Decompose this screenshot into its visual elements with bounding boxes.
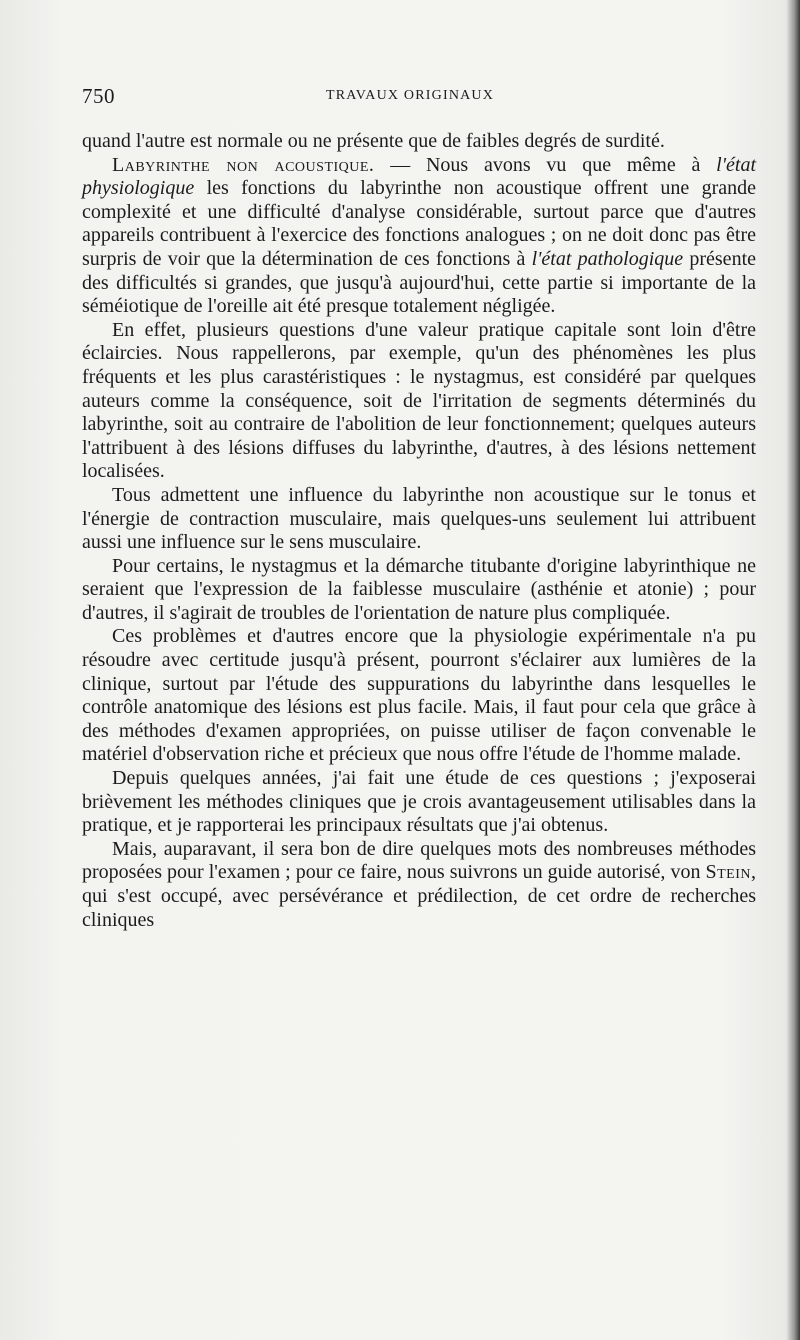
paragraph-2: [82, 154, 756, 319]
page-edge-shadow: [786, 0, 800, 1340]
paragraph-4: Tous admettent une influence du labyrinthe non acoustique sur le tonus et l'énergie de contraction musculaire, mais quelques-uns seulement lui attribuent aussi une influence sur le sens musculaire.: [82, 483, 756, 554]
page-header: [82, 84, 762, 114]
paragraph-8: [82, 838, 756, 932]
paragraph-3: En effet, plusieurs questions d'une valeur pratique capitale sont loin d'être éclaircies. Nous rappellerons, par exemple, qu'un des phénomènes les plus fréquents et les plus carastéristiques : le nystagmus, est considéré par quelques auteurs comme la conséquence, soit de l'irritation de segments déterminés du labyrinthe, soit au contraire de l'abolition de leur fonctionnement; quelques auteurs l'attribuent à des lésions diffuses du labyrinthe, d'autres, à des lésions nettement localisées.: [82, 318, 756, 483]
paragraph-6: Ces problèmes et d'autres encore que la physiologie expérimentale n'a pu résoudre avec certitude jusqu'à présent, pourront s'éclairer aux lumières de la clinique, surtout par l'étude des suppurations du labyrinthe dans lesquelles le contrôle anatomique des lésions est plus facile. Mais, il faut pour cela que grâce à des méthodes d'examen appropriées, on puisse utiliser de façon convenable le matériel d'observation riche et précieux que nous offre l'étude de l'homme malade.: [82, 625, 756, 766]
paragraph-2-mid: les fonctions du labyrinthe non acoustique offrent une grande complexité et une difficulté d'analyse considérable, surtout parce que d'autres appareils contribuent à l'exercice des fonctions analogues ; on ne doit donc pas être surpris de voir que la détermination de ces fonctions à: [82, 177, 756, 270]
author-name: Stein: [705, 861, 751, 884]
paragraph-8-start: Mais, auparavant, il sera bon de dire quelques mots des nombreuses méthodes proposées pour l'examen ; pour ce faire, nous suivrons un guide autorisé, von: [82, 837, 756, 884]
paragraph-2-dash: — Nous avons vu que même à: [374, 153, 717, 176]
paragraph-2-end: présente des difficultés si grandes, que jusqu'à aujourd'hui, cette partie si importante de la séméiotique de l'oreille ait été presque totalement négligée.: [82, 247, 756, 318]
section-heading: Labyrinthe non acoustique.: [112, 153, 375, 176]
paragraph-2-italic-1: l'état physiologique: [82, 153, 756, 200]
paragraph-2-italic-2: l'état pathologique: [531, 247, 684, 270]
paragraph-5: Pour certains, le nystagmus et la démarche titubante d'origine labyrinthique ne seraient que l'expression de la faiblesse musculaire (asthénie et atonie) ; pour d'autres, il s'agirait de troubles de l'orientation de nature plus compliquée.: [82, 554, 756, 624]
running-title: TRAVAUX ORIGINAUX: [326, 88, 495, 103]
page-number: 750: [82, 84, 115, 108]
paragraph-7: Depuis quelques années, j'ai fait une étude de ces questions ; j'exposerai brièvement les méthodes cliniques que je crois avantageusement utilisables dans la pratique, et je rapporterai les principaux résultats que j'ai obtenus.: [82, 767, 756, 837]
paragraph-8-end: , qui s'est occupé, avec persévérance et prédilection, de cet ordre de recherches cliniques: [82, 861, 756, 931]
paragraph-1: quand l'autre est normale ou ne présente que de faibles degrés de surdité.: [82, 130, 665, 152]
body-text: [82, 130, 756, 932]
